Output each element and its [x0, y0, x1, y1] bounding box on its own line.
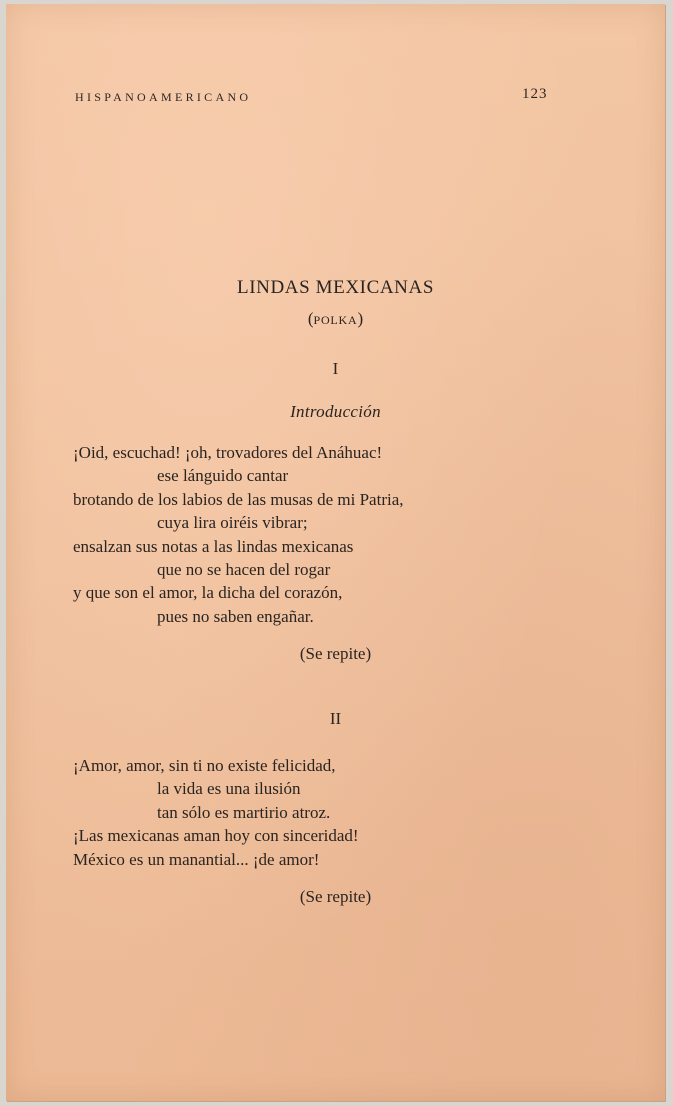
section-heading-introduccion: Introducción — [290, 402, 381, 421]
verse-line: la vida es una ilusión — [157, 779, 301, 799]
verse-line: México es un manantial... ¡de amor! — [73, 849, 320, 869]
subtitle-close-paren: ) — [357, 309, 364, 328]
repeat-note-2: (Se repite) — [299, 887, 372, 906]
verse-line: ¡Amor, amor, sin ti no existe felicidad, — [73, 756, 336, 775]
book-page — [6, 4, 665, 1101]
subtitle-text: POLKA — [313, 313, 358, 327]
verse-line: tan sólo es martirio atroz. — [157, 802, 331, 822]
verse-line: ¡Oid, escuchad! ¡oh, trovadores del Anáhuac! — [73, 443, 383, 462]
verse-line: pues no saben engañar. — [157, 606, 314, 626]
verse-line: ese lánguido cantar — [157, 466, 289, 486]
subtitle-open-paren: ( — [307, 309, 314, 328]
verse-line: brotando de los labios de las musas de mi Patria, — [73, 489, 404, 509]
section-number-2: II — [329, 709, 342, 728]
song-subtitle — [6, 309, 665, 329]
page-number: 123 — [522, 86, 548, 102]
verse-line: cuya lira oiréis vibrar; — [157, 513, 308, 533]
verse-section-1 — [6, 441, 665, 628]
verse-section-2 — [6, 754, 665, 871]
verse-line: ¡Las mexicanas aman hoy con sinceridad! — [73, 826, 359, 846]
verse-line: y que son el amor, la dicha del corazón, — [73, 583, 343, 603]
verse-line: ensalzan sus notas a las lindas mexicanas — [73, 536, 354, 556]
verse-line: que no se hacen del rogar — [157, 560, 331, 580]
section-number-1: I — [332, 359, 339, 378]
repeat-note-1: (Se repite) — [299, 644, 372, 663]
song-title: LINDAS MEXICANAS — [237, 277, 434, 298]
running-title: HISPANOAMERICANO — [75, 90, 252, 104]
